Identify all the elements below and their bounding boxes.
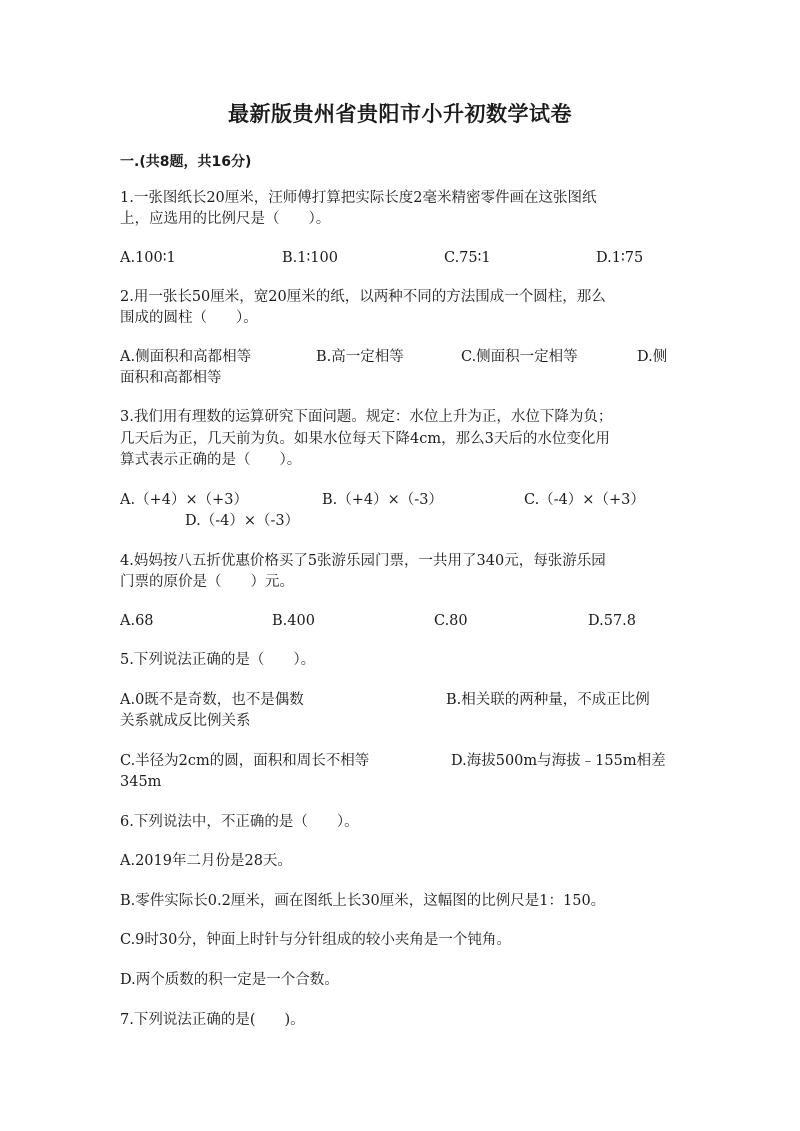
q5-option-b-continued: 关系就成反比例关系	[120, 713, 251, 729]
q3-option-c: C.（-4）×（+3）	[524, 492, 645, 508]
q6-text-line1: 6.下列说法中，不正确的是（ ）。	[120, 814, 359, 830]
section-heading: 一.(共8题，共16分)	[120, 154, 252, 170]
q6-option-d: D.两个质数的积一定是一个合数。	[120, 972, 339, 988]
q5-option-d: D.海拔500m与海拔﹣155m相差	[451, 753, 666, 769]
q1-text-line1: 1.一张图纸长20厘米，汪师傅打算把实际长度2毫米精密零件画在这张图纸	[120, 190, 597, 206]
q2-option-a: A.侧面积和高都相等	[120, 349, 252, 365]
q3-text-line1: 3.我们用有理数的运算研究下面问题。规定：水位上升为正，水位下降为负；	[120, 409, 613, 425]
q6-option-b: B.零件实际长0.2厘米，画在图纸上长30厘米，这幅图的比例尺是1：150。	[120, 893, 606, 909]
q7-text-line1: 7.下列说法正确的是( )。	[120, 1012, 305, 1028]
q4-option-d: D.57.8	[588, 613, 637, 629]
q1-option-c: C.75∶1	[444, 250, 491, 266]
q1-text-line2: 上，应选用的比例尺是（ ）。	[120, 211, 331, 227]
q4-text-line2: 门票的原价是（ ）元。	[120, 574, 294, 590]
q4-option-b: B.400	[272, 613, 315, 629]
q4-option-c: C.80	[434, 613, 468, 629]
q2-option-c: C.侧面积一定相等	[461, 349, 578, 365]
q5-option-d-continued: 345m	[120, 774, 162, 790]
q5-option-a: A.0既不是奇数，也不是偶数	[120, 692, 304, 708]
q3-option-b: B.（+4）×（-3）	[322, 492, 443, 508]
q2-text-line2: 围成的圆柱（ ）。	[120, 310, 258, 326]
q5-text-line1: 5.下列说法正确的是（ ）。	[120, 652, 316, 668]
q1-option-b: B.1∶100	[282, 250, 338, 266]
q3-option-a: A.（+4）×（+3）	[120, 492, 248, 508]
q5-option-b: B.相关联的两种量，不成正比例	[446, 692, 650, 708]
page-title: 最新版贵州省贵阳市小升初数学试卷	[228, 102, 572, 126]
q4-option-a: A.68	[120, 613, 154, 629]
q3-option-d: D.（-4）×（-3）	[185, 513, 300, 529]
q5-option-c: C.半径为2cm的圆，面积和周长不相等	[120, 753, 370, 769]
q2-option-d: D.侧	[637, 349, 668, 365]
q1-option-d: D.1∶75	[596, 250, 644, 266]
q4-text-line1: 4.妈妈按八五折优惠价格买了5张游乐园门票，一共用了340元，每张游乐园	[120, 553, 606, 569]
q2-option-d-continued: 面积和高都相等	[120, 370, 222, 386]
q6-option-c: C.9时30分，钟面上时针与分针组成的较小夹角是一个钝角。	[120, 932, 511, 948]
q3-text-line2: 几天后为正，几天前为负。如果水位每天下降4cm，那么3天后的水位变化用	[120, 431, 610, 447]
q2-option-b: B.高一定相等	[316, 349, 404, 365]
q3-text-line3: 算式表示正确的是（ ）。	[120, 452, 302, 468]
q1-option-a: A.100∶1	[120, 250, 176, 266]
q2-text-line1: 2.用一张长50厘米，宽20厘米的纸，以两种不同的方法围成一个圆柱，那么	[120, 289, 606, 305]
q6-option-a: A.2019年二月份是28天。	[120, 853, 292, 869]
